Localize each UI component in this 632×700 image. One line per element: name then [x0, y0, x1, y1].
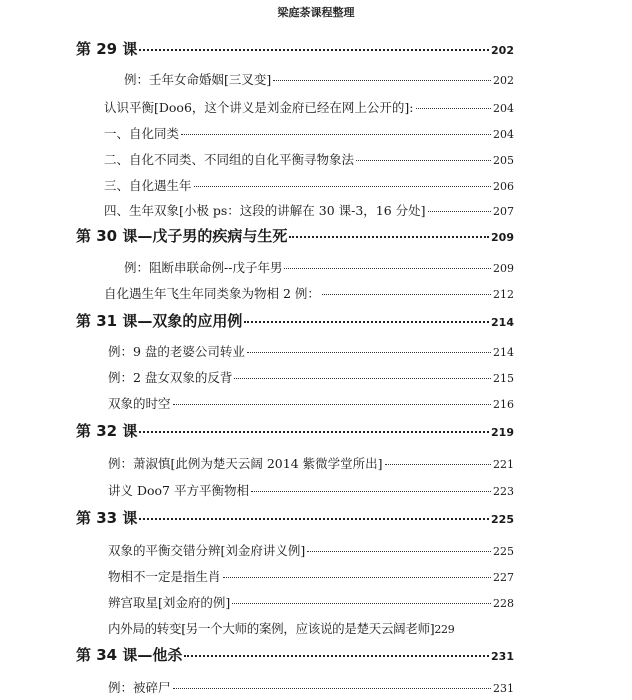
leader-dots: [181, 134, 491, 135]
toc-label: 三、自化遇生年: [104, 178, 192, 193]
toc-label: 辨宫取星[刘金府的例]: [108, 595, 231, 610]
leader-dots: [173, 688, 491, 689]
toc-entry[interactable]: [104, 124, 514, 142]
toc-label: 例：壬年女命婚姻[三叉变]: [124, 72, 272, 87]
toc-label: 例：阻断串联命例--戊子年男: [124, 260, 283, 275]
toc-entry[interactable]: [108, 593, 514, 611]
toc-label: 第 33 课: [76, 509, 138, 527]
toc-label: 第 34 课—他杀: [76, 646, 183, 664]
leader-dots: [194, 186, 491, 187]
toc-chapter-34[interactable]: [76, 644, 514, 665]
toc-entry[interactable]: [124, 70, 514, 88]
leader-dots: [234, 378, 491, 379]
toc-entry[interactable]: [104, 201, 514, 219]
toc-page-number: 227: [493, 571, 514, 584]
toc-page-number: 214: [493, 346, 514, 359]
toc-entry[interactable]: [108, 394, 514, 412]
toc-label: 例：9 盘的老婆公司转业: [108, 344, 245, 359]
toc-page-number: 207: [493, 205, 514, 218]
toc-label: 第 32 课: [76, 422, 138, 440]
toc-label: 第 31 课—双象的应用例: [76, 312, 243, 330]
leader-dots: [307, 551, 491, 552]
toc-page-number: 221: [493, 458, 514, 471]
leader-dots: [184, 655, 489, 657]
leader-dots: [244, 321, 489, 323]
toc-chapter-31[interactable]: [76, 310, 514, 331]
leader-dots: [416, 108, 492, 109]
leader-dots: [232, 603, 491, 604]
toc-entry[interactable]: [108, 567, 514, 585]
toc-label: 物相不一定是指生肖: [108, 569, 221, 584]
toc-page-number: 231: [493, 682, 514, 695]
toc-page-number: 225: [491, 513, 514, 526]
toc-page-number: 202: [491, 44, 514, 57]
toc-label: 四、生年双象[小极 ps：这段的讲解在 30 课-3，16 分处]: [104, 203, 426, 218]
toc-page-number: 223: [493, 485, 514, 498]
toc-label: 内外局的转变[另一个大师的案例，应该说的是楚天云阔老师]: [108, 621, 435, 636]
toc-entry[interactable]: [104, 98, 514, 116]
toc-entry[interactable]: [108, 541, 514, 559]
toc-page-number: 225: [493, 545, 514, 558]
toc-label: 例：2 盘女双象的反背: [108, 370, 233, 385]
toc-page-number: 209: [493, 262, 514, 275]
toc-entry[interactable]: [108, 454, 514, 472]
toc-entry[interactable]: [104, 176, 514, 194]
toc-entry[interactable]: [124, 258, 514, 276]
toc-page-number: 215: [493, 372, 514, 385]
toc-entry[interactable]: [104, 150, 514, 168]
toc-entry[interactable]: [108, 342, 514, 360]
toc-chapter-30[interactable]: [76, 225, 514, 246]
leader-dots: [223, 577, 491, 578]
toc-label: 认识平衡[Doo6，这个讲义是刘金府已经在网上公开的]:: [104, 100, 414, 115]
leader-dots: [273, 80, 491, 81]
toc-entry[interactable]: [108, 368, 514, 386]
leader-dots: [139, 49, 489, 51]
page-header: 梁庭荼课程整理: [277, 6, 355, 19]
toc-label: 自化遇生年飞生年同类象为物相 2 例：: [104, 286, 320, 301]
leader-dots: [284, 268, 491, 269]
toc-page-number: 212: [493, 288, 514, 301]
toc-label: 第 29 课: [76, 40, 138, 58]
toc-entry[interactable]: [108, 678, 514, 696]
toc-entry[interactable]: [104, 284, 514, 302]
toc-label: 双象的时空: [108, 396, 171, 411]
toc-page-number: 214: [491, 316, 514, 329]
toc-page-number: 216: [493, 398, 514, 411]
toc-page-number: 209: [491, 231, 514, 244]
toc-page-number: 204: [493, 102, 514, 115]
leader-dots: [356, 160, 491, 161]
toc-page-number: 231: [491, 650, 514, 663]
leader-dots: [322, 294, 491, 295]
toc-page-number: 204: [493, 128, 514, 141]
leader-dots: [173, 404, 491, 405]
leader-dots: [247, 352, 491, 353]
leader-dots: [251, 491, 491, 492]
leader-dots: [385, 464, 491, 465]
toc-label: 例：被碎尸: [108, 680, 171, 695]
toc-page-number: 219: [491, 426, 514, 439]
toc-chapter-29[interactable]: [76, 38, 514, 59]
toc-label: 例：萧淑慎[此例为楚天云阔 2014 紫微学堂所出]: [108, 456, 383, 471]
toc-page-number: 206: [493, 180, 514, 193]
toc-chapter-32[interactable]: [76, 420, 514, 441]
toc-page-number: 229: [434, 623, 455, 636]
toc-page-number: 205: [493, 154, 514, 167]
toc-entry[interactable]: [108, 481, 514, 499]
toc-label: 一、自化同类: [104, 126, 180, 141]
leader-dots: [139, 431, 489, 433]
toc-page-number: 202: [493, 74, 514, 87]
toc-label: 讲义 Doo7 平方平衡物相: [108, 483, 249, 498]
toc-page-number: 228: [493, 597, 514, 610]
toc-label: 第 30 课—戊子男的疾病与生死: [76, 227, 288, 245]
toc-entry[interactable]: [108, 619, 518, 637]
toc-label: 二、自化不同类、不同组的自化平衡寻物象法: [104, 152, 355, 167]
leader-dots: [289, 236, 489, 238]
toc-chapter-33[interactable]: [76, 507, 514, 528]
toc-label: 双象的平衡交错分辨[刘金府讲义例]: [108, 543, 306, 558]
leader-dots: [139, 518, 489, 520]
leader-dots: [428, 211, 491, 212]
